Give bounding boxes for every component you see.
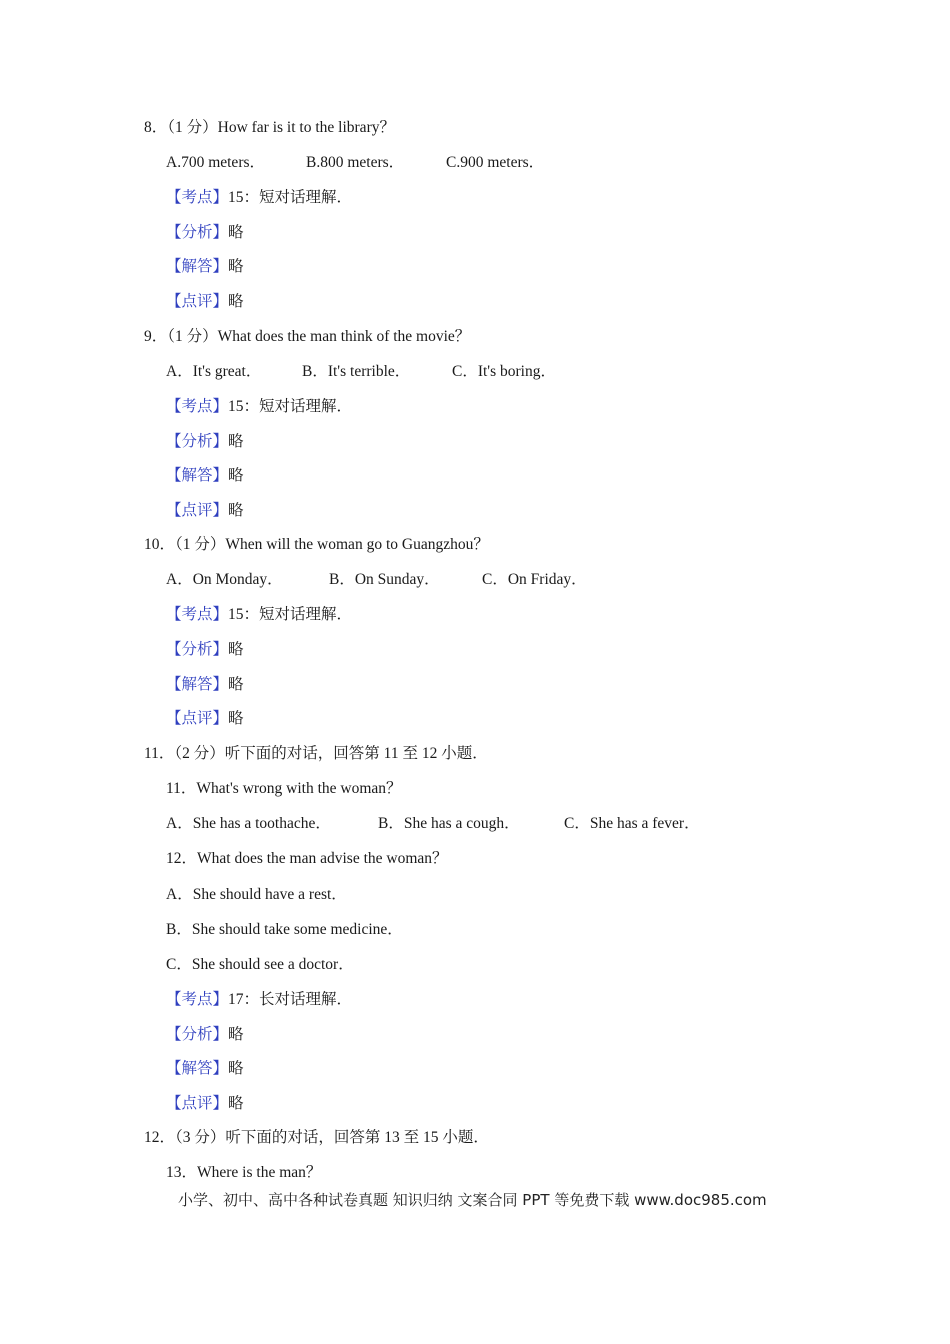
question-10-options [166,570,587,590]
option-c: C.900 meters． [446,154,545,171]
dianping-tag: 【点评】 [166,1095,229,1112]
fenxi-tag: 【分析】 [166,433,229,450]
dianping-text: 略 [228,293,244,310]
fenxi-row [166,640,244,660]
jieda-tag: 【解答】 [166,467,229,484]
jieda-row [166,1059,244,1079]
subquestion-11-options [166,814,700,834]
jieda-tag: 【解答】 [166,258,229,275]
page-footer: 小学、初中、高中各种试卷真题 知识归纳 文案合同 PPT 等免费下载 www.doc985.com [178,1191,767,1209]
fenxi-row [166,1025,244,1045]
fenxi-text: 略 [228,224,244,241]
jieda-row [166,257,244,277]
fenxi-tag: 【分析】 [166,1026,229,1043]
dianping-tag: 【点评】 [166,710,229,727]
option-a: A．On Monday． [166,571,283,588]
kaodian-row [166,397,352,417]
fenxi-tag: 【分析】 [166,224,229,241]
subquestion-12-option-b: B．She should take some medicine． [166,921,403,938]
fenxi-text: 略 [228,1026,244,1043]
kaodian-row [166,990,352,1010]
option-c: C．It's boring． [452,363,556,380]
dianping-row [166,501,244,521]
dianping-text: 略 [228,502,244,519]
option-c: C．She has a fever． [564,815,700,832]
kaodian-text: 17：长对话理解． [228,991,353,1008]
jieda-text: 略 [228,258,244,275]
jieda-row [166,675,244,695]
option-a: A．It's great． [166,363,262,380]
option-a: A.700 meters． [166,154,266,171]
kaodian-tag: 【考点】 [166,398,229,415]
option-b: B．It's terrible． [302,363,411,380]
jieda-text: 略 [228,1060,244,1077]
fenxi-text: 略 [228,433,244,450]
option-b: B．She has a cough． [378,815,520,832]
fenxi-row [166,223,244,243]
question-12-stem: 12．（3 分）听下面的对话，回答第 13 至 15 小题． [144,1129,489,1146]
fenxi-row [166,432,244,452]
jieda-tag: 【解答】 [166,676,229,693]
jieda-text: 略 [228,676,244,693]
subquestion-12: 12．What does the man advise the woman？ [166,850,448,867]
fenxi-text: 略 [228,641,244,658]
kaodian-tag: 【考点】 [166,189,229,206]
question-8-options [166,153,544,173]
question-9-stem: 9．（1 分）What does the man think of the movie？ [144,328,471,345]
option-b: B．On Sunday． [329,571,440,588]
dianping-text: 略 [228,1095,244,1112]
jieda-text: 略 [228,467,244,484]
kaodian-row [166,188,352,208]
dianping-text: 略 [228,710,244,727]
fenxi-tag: 【分析】 [166,641,229,658]
jieda-row [166,466,244,486]
kaodian-text: 15：短对话理解． [228,606,353,623]
subquestion-12-option-c: C．She should see a doctor． [166,956,354,973]
kaodian-tag: 【考点】 [166,991,229,1008]
kaodian-text: 15：短对话理解． [228,189,353,206]
subquestion-11: 11．What's wrong with the woman？ [166,780,402,797]
kaodian-row [166,605,352,625]
question-10-stem: 10．（1 分）When will the woman go to Guangzhou？ [144,536,489,553]
kaodian-tag: 【考点】 [166,606,229,623]
option-c: C．On Friday． [482,571,587,588]
subquestion-13: 13．Where is the man？ [166,1164,322,1181]
dianping-row [166,709,244,729]
question-9-options [166,362,556,382]
jieda-tag: 【解答】 [166,1060,229,1077]
option-a: A．She has a toothache． [166,815,331,832]
dianping-row [166,1094,244,1114]
dianping-tag: 【点评】 [166,293,229,310]
kaodian-text: 15：短对话理解． [228,398,353,415]
dianping-tag: 【点评】 [166,502,229,519]
question-11-stem: 11．（2 分）听下面的对话，回答第 11 至 12 小题． [144,745,488,762]
option-b: B.800 meters． [306,154,405,171]
question-8-stem: 8．（1 分）How far is it to the library？ [144,119,395,136]
dianping-row [166,292,244,312]
subquestion-12-option-a: A．She should have a rest． [166,886,347,903]
